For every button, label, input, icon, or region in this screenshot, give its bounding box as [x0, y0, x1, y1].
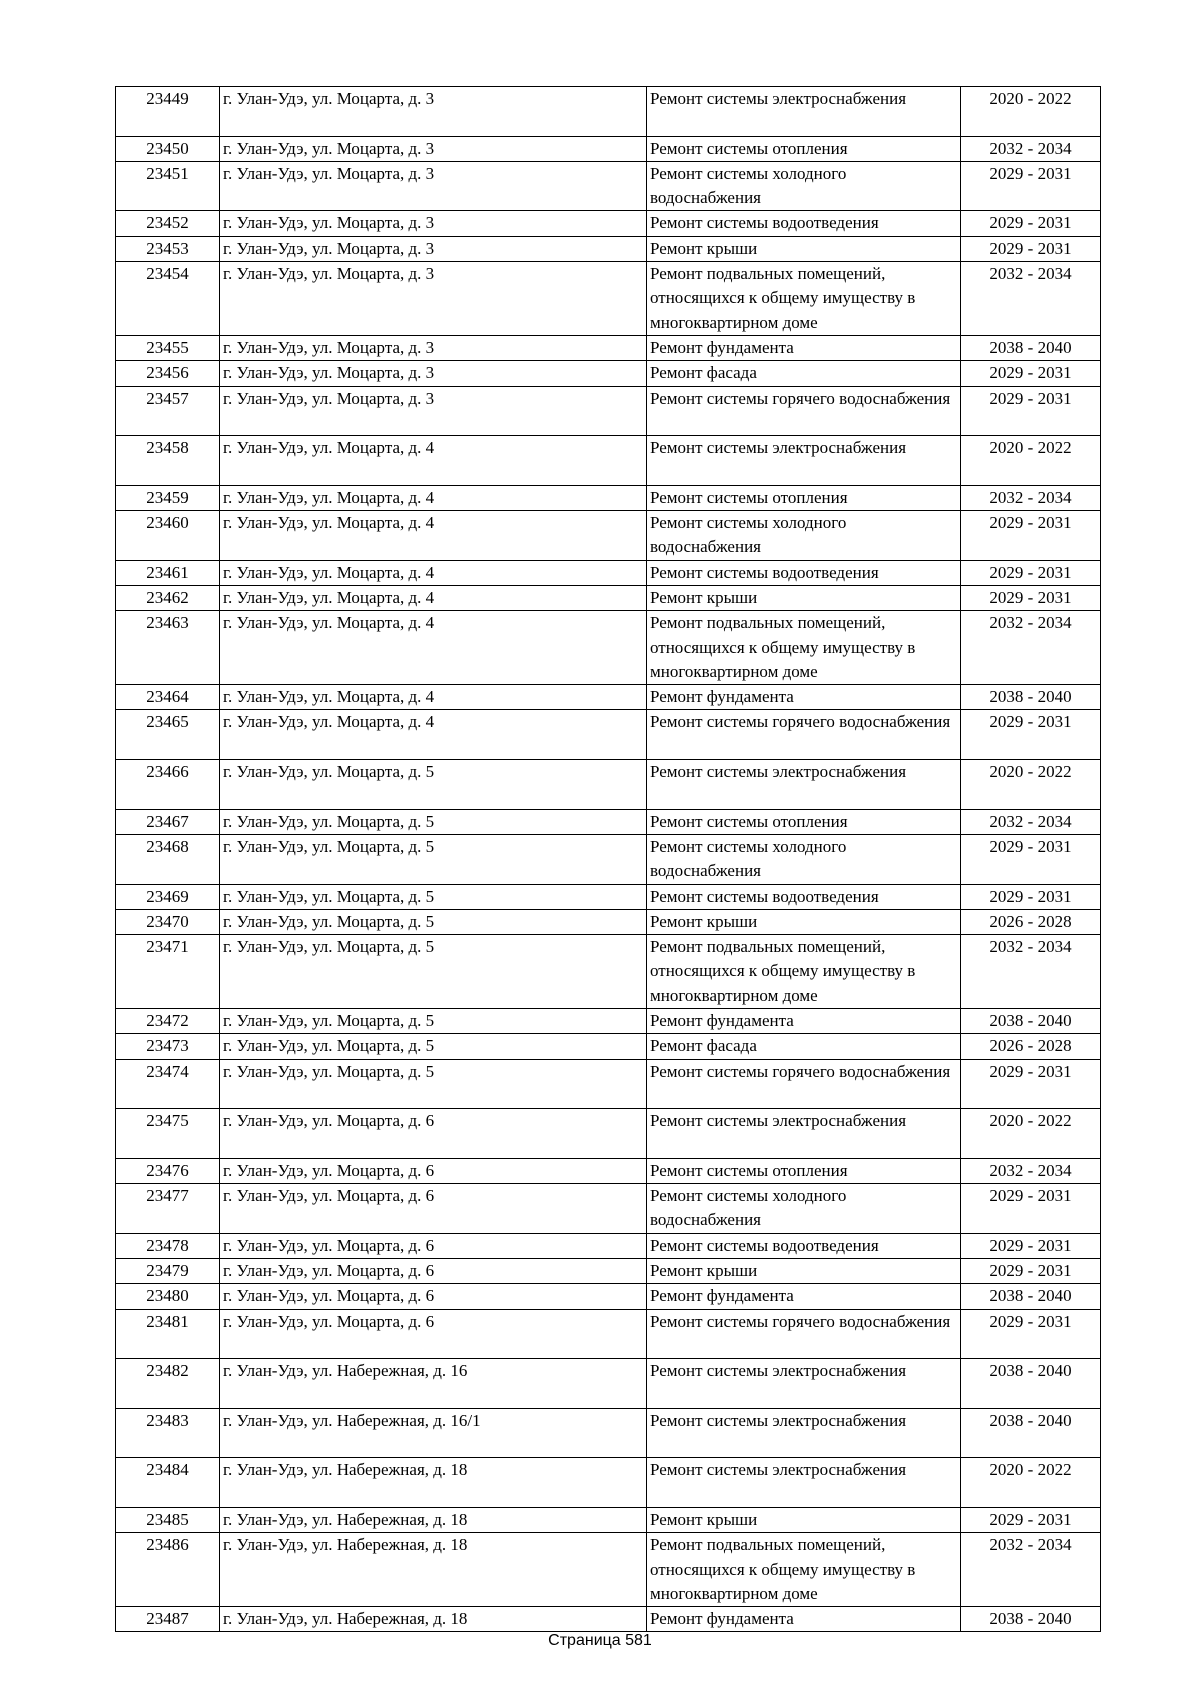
work-type-cell: Ремонт фасада: [647, 1034, 961, 1059]
period-cell: 2038 - 2040: [961, 1359, 1101, 1409]
period-cell: 2038 - 2040: [961, 685, 1101, 710]
period-cell: 2029 - 2031: [961, 1184, 1101, 1234]
table-body: [116, 87, 1101, 1632]
record-number-cell: 23483: [116, 1408, 220, 1458]
address-cell: г. Улан-Удэ, ул. Набережная, д. 18: [220, 1533, 647, 1607]
work-type-cell: Ремонт фундамента: [647, 1284, 961, 1309]
table-row: [116, 1109, 1101, 1159]
record-number-cell: 23474: [116, 1059, 220, 1109]
table-row: [116, 1309, 1101, 1359]
address-cell: г. Улан-Удэ, ул. Моцарта, д. 4: [220, 710, 647, 760]
table-row: [116, 1284, 1101, 1309]
period-cell: 2029 - 2031: [961, 236, 1101, 261]
period-cell: 2038 - 2040: [961, 1284, 1101, 1309]
record-number-cell: 23480: [116, 1284, 220, 1309]
table-row: [116, 361, 1101, 386]
table-row: [116, 436, 1101, 486]
record-number-cell: 23472: [116, 1008, 220, 1033]
table-row: [116, 511, 1101, 561]
table-row: [116, 386, 1101, 436]
work-type-cell: Ремонт системы водоотведения: [647, 211, 961, 236]
table-row: [116, 560, 1101, 585]
period-cell: 2032 - 2034: [961, 485, 1101, 510]
period-cell: 2032 - 2034: [961, 611, 1101, 685]
record-number-cell: 23454: [116, 262, 220, 336]
period-cell: 2020 - 2022: [961, 1458, 1101, 1508]
table-row: [116, 1158, 1101, 1183]
address-cell: г. Улан-Удэ, ул. Моцарта, д. 4: [220, 585, 647, 610]
address-cell: г. Улан-Удэ, ул. Моцарта, д. 5: [220, 884, 647, 909]
address-cell: г. Улан-Удэ, ул. Набережная, д. 18: [220, 1458, 647, 1508]
table-row: [116, 1184, 1101, 1234]
address-cell: г. Улан-Удэ, ул. Моцарта, д. 6: [220, 1184, 647, 1234]
period-cell: 2032 - 2034: [961, 1158, 1101, 1183]
table-row: [116, 335, 1101, 360]
table-row: [116, 1233, 1101, 1258]
work-type-cell: Ремонт подвальных помещений, относящихся к общему имуществу в многоквартирном доме: [647, 935, 961, 1009]
address-cell: г. Улан-Удэ, ул. Моцарта, д. 3: [220, 211, 647, 236]
record-number-cell: 23484: [116, 1458, 220, 1508]
address-cell: г. Улан-Удэ, ул. Набережная, д. 16: [220, 1359, 647, 1409]
record-number-cell: 23463: [116, 611, 220, 685]
table-row: [116, 1034, 1101, 1059]
period-cell: 2029 - 2031: [961, 1233, 1101, 1258]
work-type-cell: Ремонт системы горячего водоснабжения: [647, 1059, 961, 1109]
work-type-cell: Ремонт крыши: [647, 1258, 961, 1283]
period-cell: 2026 - 2028: [961, 909, 1101, 934]
record-number-cell: 23466: [116, 760, 220, 810]
work-type-cell: Ремонт системы электроснабжения: [647, 760, 961, 810]
address-cell: г. Улан-Удэ, ул. Моцарта, д. 4: [220, 685, 647, 710]
table-row: [116, 1507, 1101, 1532]
address-cell: г. Улан-Удэ, ул. Моцарта, д. 4: [220, 560, 647, 585]
period-cell: 2029 - 2031: [961, 585, 1101, 610]
work-type-cell: Ремонт системы электроснабжения: [647, 1458, 961, 1508]
period-cell: 2029 - 2031: [961, 884, 1101, 909]
address-cell: г. Улан-Удэ, ул. Моцарта, д. 3: [220, 262, 647, 336]
period-cell: 2029 - 2031: [961, 560, 1101, 585]
work-type-cell: Ремонт подвальных помещений, относящихся к общему имуществу в многоквартирном доме: [647, 611, 961, 685]
address-cell: г. Улан-Удэ, ул. Моцарта, д. 6: [220, 1233, 647, 1258]
period-cell: 2020 - 2022: [961, 760, 1101, 810]
period-cell: 2032 - 2034: [961, 136, 1101, 161]
table-row: [116, 262, 1101, 336]
record-number-cell: 23459: [116, 485, 220, 510]
work-type-cell: Ремонт фундамента: [647, 1008, 961, 1033]
table-row: [116, 834, 1101, 884]
record-number-cell: 23450: [116, 136, 220, 161]
period-cell: 2038 - 2040: [961, 1008, 1101, 1033]
record-number-cell: 23478: [116, 1233, 220, 1258]
period-cell: 2020 - 2022: [961, 87, 1101, 137]
work-type-cell: Ремонт системы отопления: [647, 136, 961, 161]
address-cell: г. Улан-Удэ, ул. Моцарта, д. 5: [220, 935, 647, 1009]
table-row: [116, 211, 1101, 236]
address-cell: г. Улан-Удэ, ул. Моцарта, д. 6: [220, 1258, 647, 1283]
work-type-cell: Ремонт системы водоотведения: [647, 1233, 961, 1258]
record-number-cell: 23482: [116, 1359, 220, 1409]
record-number-cell: 23468: [116, 834, 220, 884]
period-cell: 2029 - 2031: [961, 511, 1101, 561]
period-cell: 2032 - 2034: [961, 935, 1101, 1009]
record-number-cell: 23486: [116, 1533, 220, 1607]
work-type-cell: Ремонт подвальных помещений, относящихся к общему имуществу в многоквартирном доме: [647, 1533, 961, 1607]
table-row: [116, 611, 1101, 685]
record-number-cell: 23475: [116, 1109, 220, 1159]
period-cell: 2029 - 2031: [961, 211, 1101, 236]
table-row: [116, 87, 1101, 137]
table-row: [116, 809, 1101, 834]
record-number-cell: 23456: [116, 361, 220, 386]
record-number-cell: 23471: [116, 935, 220, 1009]
address-cell: г. Улан-Удэ, ул. Моцарта, д. 3: [220, 335, 647, 360]
period-cell: 2020 - 2022: [961, 436, 1101, 486]
work-type-cell: Ремонт подвальных помещений, относящихся к общему имуществу в многоквартирном доме: [647, 262, 961, 336]
record-number-cell: 23458: [116, 436, 220, 486]
work-type-cell: Ремонт системы отопления: [647, 485, 961, 510]
record-number-cell: 23485: [116, 1507, 220, 1532]
record-number-cell: 23460: [116, 511, 220, 561]
work-type-cell: Ремонт системы электроснабжения: [647, 436, 961, 486]
table-row: [116, 1533, 1101, 1607]
address-cell: г. Улан-Удэ, ул. Моцарта, д. 5: [220, 809, 647, 834]
period-cell: 2029 - 2031: [961, 161, 1101, 211]
work-type-cell: Ремонт системы холодного водоснабжения: [647, 1184, 961, 1234]
period-cell: 2029 - 2031: [961, 1059, 1101, 1109]
page-number: Страница 581: [548, 1632, 652, 1649]
work-type-cell: Ремонт системы холодного водоснабжения: [647, 511, 961, 561]
work-type-cell: Ремонт системы электроснабжения: [647, 87, 961, 137]
record-number-cell: 23451: [116, 161, 220, 211]
table-row: [116, 585, 1101, 610]
work-type-cell: Ремонт системы водоотведения: [647, 884, 961, 909]
record-number-cell: 23479: [116, 1258, 220, 1283]
period-cell: 2029 - 2031: [961, 1309, 1101, 1359]
address-cell: г. Улан-Удэ, ул. Моцарта, д. 5: [220, 909, 647, 934]
period-cell: 2029 - 2031: [961, 834, 1101, 884]
table-row: [116, 236, 1101, 261]
work-type-cell: Ремонт системы отопления: [647, 1158, 961, 1183]
table-row: [116, 1008, 1101, 1033]
address-cell: г. Улан-Удэ, ул. Моцарта, д. 4: [220, 485, 647, 510]
table-row: [116, 685, 1101, 710]
table-row: [116, 884, 1101, 909]
work-type-cell: Ремонт системы холодного водоснабжения: [647, 834, 961, 884]
period-cell: 2032 - 2034: [961, 809, 1101, 834]
table-row: [116, 710, 1101, 760]
work-type-cell: Ремонт фундамента: [647, 685, 961, 710]
address-cell: г. Улан-Удэ, ул. Моцарта, д. 4: [220, 611, 647, 685]
record-number-cell: 23469: [116, 884, 220, 909]
work-type-cell: Ремонт крыши: [647, 909, 961, 934]
table-row: [116, 1258, 1101, 1283]
work-type-cell: Ремонт системы отопления: [647, 809, 961, 834]
period-cell: 2038 - 2040: [961, 1607, 1101, 1632]
address-cell: г. Улан-Удэ, ул. Моцарта, д. 6: [220, 1309, 647, 1359]
address-cell: г. Улан-Удэ, ул. Моцарта, д. 5: [220, 1034, 647, 1059]
record-number-cell: 23465: [116, 710, 220, 760]
table-row: [116, 909, 1101, 934]
work-type-cell: Ремонт фундамента: [647, 335, 961, 360]
table-row: [116, 1607, 1101, 1632]
record-number-cell: 23457: [116, 386, 220, 436]
table-row: [116, 935, 1101, 1009]
work-type-cell: Ремонт системы горячего водоснабжения: [647, 710, 961, 760]
period-cell: 2026 - 2028: [961, 1034, 1101, 1059]
record-number-cell: 23481: [116, 1309, 220, 1359]
work-type-cell: Ремонт крыши: [647, 1507, 961, 1532]
record-number-cell: 23455: [116, 335, 220, 360]
record-number-cell: 23473: [116, 1034, 220, 1059]
address-cell: г. Улан-Удэ, ул. Моцарта, д. 3: [220, 361, 647, 386]
work-type-cell: Ремонт крыши: [647, 585, 961, 610]
period-cell: 2029 - 2031: [961, 1507, 1101, 1532]
record-number-cell: 23464: [116, 685, 220, 710]
period-cell: 2029 - 2031: [961, 386, 1101, 436]
address-cell: г. Улан-Удэ, ул. Моцарта, д. 3: [220, 136, 647, 161]
work-type-cell: Ремонт системы горячего водоснабжения: [647, 386, 961, 436]
record-number-cell: 23470: [116, 909, 220, 934]
capital-repair-table: [115, 86, 1101, 1632]
record-number-cell: 23449: [116, 87, 220, 137]
address-cell: г. Улан-Удэ, ул. Моцарта, д. 4: [220, 436, 647, 486]
table-row: [116, 1059, 1101, 1109]
table-row: [116, 136, 1101, 161]
period-cell: 2038 - 2040: [961, 335, 1101, 360]
address-cell: г. Улан-Удэ, ул. Моцарта, д. 5: [220, 760, 647, 810]
record-number-cell: 23452: [116, 211, 220, 236]
address-cell: г. Улан-Удэ, ул. Набережная, д. 18: [220, 1607, 647, 1632]
address-cell: г. Улан-Удэ, ул. Моцарта, д. 3: [220, 386, 647, 436]
address-cell: г. Улан-Удэ, ул. Моцарта, д. 3: [220, 161, 647, 211]
period-cell: 2029 - 2031: [961, 1258, 1101, 1283]
work-type-cell: Ремонт фасада: [647, 361, 961, 386]
work-type-cell: Ремонт системы водоотведения: [647, 560, 961, 585]
address-cell: г. Улан-Удэ, ул. Моцарта, д. 3: [220, 236, 647, 261]
period-cell: 2038 - 2040: [961, 1408, 1101, 1458]
record-number-cell: 23462: [116, 585, 220, 610]
address-cell: г. Улан-Удэ, ул. Моцарта, д. 4: [220, 511, 647, 561]
address-cell: г. Улан-Удэ, ул. Набережная, д. 18: [220, 1507, 647, 1532]
work-type-cell: Ремонт системы электроснабжения: [647, 1109, 961, 1159]
work-type-cell: Ремонт системы горячего водоснабжения: [647, 1309, 961, 1359]
record-number-cell: 23453: [116, 236, 220, 261]
record-number-cell: 23461: [116, 560, 220, 585]
work-type-cell: Ремонт системы электроснабжения: [647, 1408, 961, 1458]
table-row: [116, 485, 1101, 510]
record-number-cell: 23477: [116, 1184, 220, 1234]
work-type-cell: Ремонт системы электроснабжения: [647, 1359, 961, 1409]
table-row: [116, 1359, 1101, 1409]
period-cell: 2020 - 2022: [961, 1109, 1101, 1159]
period-cell: 2032 - 2034: [961, 262, 1101, 336]
work-type-cell: Ремонт системы холодного водоснабжения: [647, 161, 961, 211]
address-cell: г. Улан-Удэ, ул. Набережная, д. 16/1: [220, 1408, 647, 1458]
work-type-cell: Ремонт крыши: [647, 236, 961, 261]
record-number-cell: 23467: [116, 809, 220, 834]
table-row: [116, 1408, 1101, 1458]
record-number-cell: 23476: [116, 1158, 220, 1183]
address-cell: г. Улан-Удэ, ул. Моцарта, д. 6: [220, 1158, 647, 1183]
period-cell: 2029 - 2031: [961, 361, 1101, 386]
table-row: [116, 760, 1101, 810]
address-cell: г. Улан-Удэ, ул. Моцарта, д. 5: [220, 1008, 647, 1033]
work-type-cell: Ремонт фундамента: [647, 1607, 961, 1632]
address-cell: г. Улан-Удэ, ул. Моцарта, д. 5: [220, 834, 647, 884]
period-cell: 2032 - 2034: [961, 1533, 1101, 1607]
address-cell: г. Улан-Удэ, ул. Моцарта, д. 6: [220, 1284, 647, 1309]
address-cell: г. Улан-Удэ, ул. Моцарта, д. 6: [220, 1109, 647, 1159]
table-row: [116, 1458, 1101, 1508]
address-cell: г. Улан-Удэ, ул. Моцарта, д. 3: [220, 87, 647, 137]
table-row: [116, 161, 1101, 211]
address-cell: г. Улан-Удэ, ул. Моцарта, д. 5: [220, 1059, 647, 1109]
record-number-cell: 23487: [116, 1607, 220, 1632]
period-cell: 2029 - 2031: [961, 710, 1101, 760]
